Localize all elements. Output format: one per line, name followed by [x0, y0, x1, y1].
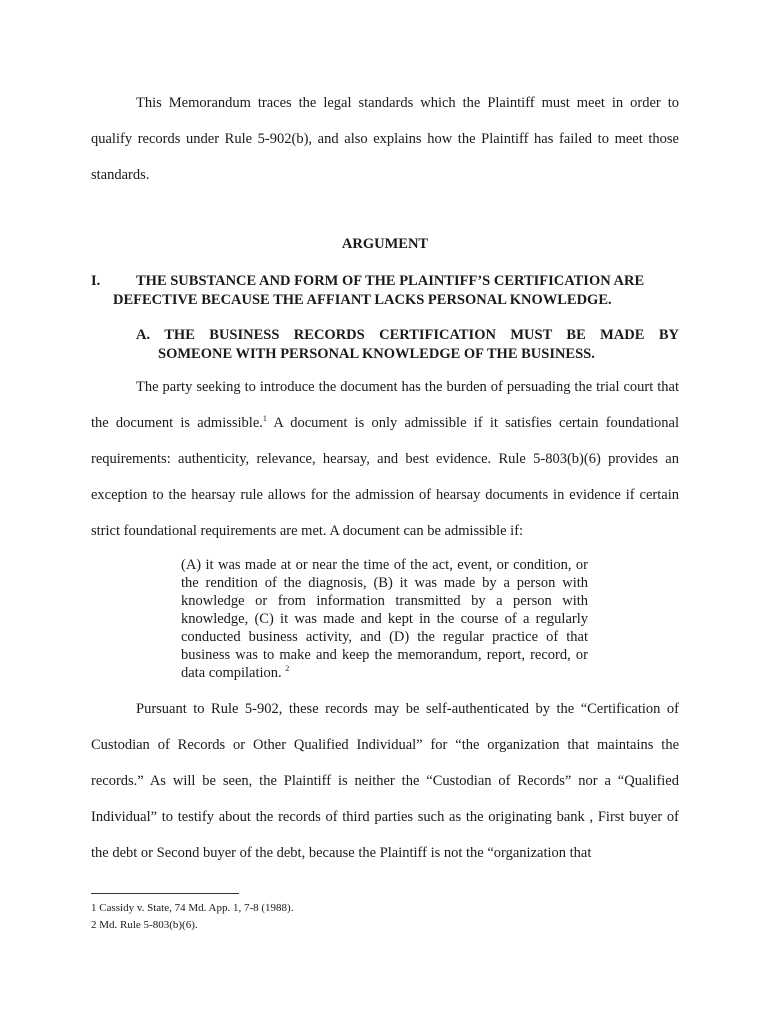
burden-text-part1: The party seeking to introduce the document has the burden of persuading the trial court that the document is admissible.	[91, 379, 679, 431]
footnote-1	[91, 901, 293, 915]
section-1-title-line2: DEFECTIVE BECAUSE THE AFFIANT LACKS PERSONAL KNOWLEDGE.	[113, 292, 612, 308]
burden-paragraph	[91, 369, 679, 549]
footnote-ref-2: 2	[285, 664, 290, 674]
rule-902-paragraph	[91, 691, 679, 871]
section-a-title-line2: SOMEONE WITH PERSONAL KNOWLEDGE OF THE BUSINESS.	[158, 346, 595, 362]
block-quote-text: (A) it was made at or near the time of the act, event, or condition, or the rendition of the diagnosis, (B) it was made by a person with knowledge or from information transmitted by a person with knowledge, (C) it was made and kept in the course of a regularly conducted business activity, and (D) the regular practice of that business was to make and keep the memorandum, report, record, or data compilation.	[181, 557, 588, 681]
footnote-ref-1: 1	[262, 414, 267, 424]
footnote-1-number: 1	[91, 902, 97, 914]
section-a-heading	[136, 326, 679, 364]
intro-text: This Memorandum traces the legal standards which the Plaintiff must meet in order to qualify records under Rule 5-902(b), and also explains how the Plaintiff has failed to meet those standards.	[91, 95, 679, 183]
footnote-2-text: Md. Rule 5-803(b)(6).	[96, 919, 198, 931]
footnote-2	[91, 918, 198, 932]
block-quote	[181, 556, 588, 682]
footnote-2-number: 2	[91, 919, 97, 931]
section-1-number: I.	[91, 273, 101, 289]
section-1-heading	[91, 272, 679, 310]
section-1-title-line1: THE SUBSTANCE AND FORM OF THE PLAINTIFF’S CERTIFICATION ARE	[136, 273, 645, 289]
footnote-separator	[91, 893, 239, 894]
argument-heading: ARGUMENT	[341, 236, 429, 252]
intro-paragraph	[91, 85, 679, 193]
section-a-title-line1: A. THE BUSINESS RECORDS CERTIFICATION MUST BE MADE BY	[136, 327, 679, 343]
burden-text-part2: A document is only admissible if it satisfies certain foundational requirements: authenticity, relevance, hearsay, and best evidence. Rule 5-803(b)(6) provides an exception to the hearsay rule allows for the admission of hearsay documents in evidence if certain strict foundational requirements are met. A document can be admissible if:	[91, 415, 679, 539]
rule-902-text: Pursuant to Rule 5-902, these records may be self-authenticated by the “Certification of Custodian of Records or Other Qualified Individual” for “the organization that maintains the records.” As will be seen, the Plaintiff is neither the “Custodian of Records” nor a “Qualified Individual” to testify about the records of third parties such as the originating bank , First buyer of the debt or Second buyer of the debt, because the Plaintiff is not the “organization that	[91, 701, 679, 861]
footnote-1-text: Cassidy v. State, 74 Md. App. 1, 7-8 (1988).	[96, 902, 294, 914]
